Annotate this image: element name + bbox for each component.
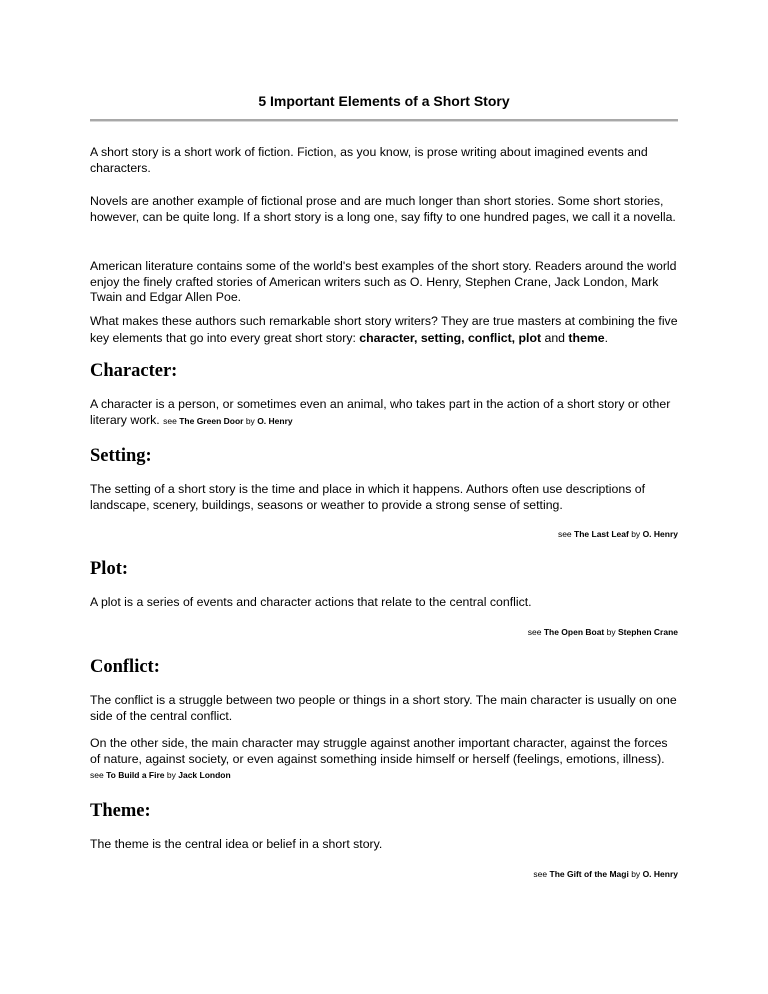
by-label: by [631,869,641,879]
character-paragraph [90,397,678,429]
reference-title: The Open Boat [543,627,605,637]
see-label: see [533,869,548,879]
reference-author: O. Henry [257,415,293,426]
reference-author: O. Henry [642,529,678,539]
reference-title: The Gift of the Magi [549,869,629,879]
element-theme: theme [568,331,605,345]
reference-author: Jack London [178,770,231,780]
conflict-paragraph-1: The conflict is a struggle between two people or things in a short story. The main character is usually on one side of the central conflict. [90,693,677,723]
reference-author: Stephen Crane [618,627,678,637]
page-title: 5 Important Elements of a Short Story [258,93,510,109]
setting-paragraph: The setting of a short story is the time and place in which it happens. Authors often use descriptions of landscape, scenery, buildings, seasons or weather to provide a strong sense of setting. [90,482,646,512]
see-label: see [527,627,542,637]
see-label: see [90,770,104,780]
setting-reference [90,529,678,539]
by-label: by [245,415,255,426]
character-heading: Character: [90,361,178,381]
theme-reference [90,869,678,879]
intro-paragraph-3: American literature contains some of the world's best examples of the short story. Readers around the world enjoy the finely crafted stories of American writers such as O. Henry, Stephen Crane, Jack London, Mark Twain and Edgar Allen Poe. [90,259,677,304]
reference-title: To Build a Fire [106,770,165,780]
elements-list: character, setting, conflict, plot [359,331,542,345]
reference-title: The Green Door [179,415,244,426]
intro-paragraph-2: Novels are another example of fictional prose and are much longer than short stories. Some short stories, however, can be quite long. If a short story is a long one, say fifty to one hundred pages, we call it a novella. [90,194,676,224]
character-text: A character is a person, or sometimes even an animal, who takes part in the action of a short story or other literary work. [90,397,671,427]
character-reference [163,416,293,426]
by-label: by [606,627,616,637]
intro-paragraph-4-start: What makes these authors such remarkable short story writers? They are true masters at combining the five key elements that go into every great short story: [90,314,678,345]
theme-heading: Theme: [90,801,151,821]
reference-author: O. Henry [642,869,678,879]
intro-paragraph-4-and: and [541,331,569,345]
title-divider [90,119,678,122]
conflict-reference [90,770,231,780]
conflict-text-2: On the other side, the main character may struggle against another important character, against the forces of nature, against society, or even against something inside himself or herself (feelings, emotions, illness). [90,736,668,766]
theme-paragraph: The theme is the central idea or belief in a short story. [90,837,383,851]
conflict-heading: Conflict: [90,657,160,677]
reference-title: The Last Leaf [574,529,629,539]
intro-paragraph-1: A short story is a short work of fiction. Fiction, as you know, is prose writing about imagined events and characters. [90,145,648,175]
see-label: see [163,415,177,426]
by-label: by [166,770,176,780]
intro-paragraph-4 [90,313,678,347]
intro-paragraph-4-end: . [604,331,609,345]
plot-paragraph: A plot is a series of events and character actions that relate to the central conflict. [90,595,532,609]
setting-heading: Setting: [90,446,152,466]
see-label: see [557,529,572,539]
plot-heading: Plot: [90,559,129,579]
plot-reference [90,627,678,637]
conflict-paragraph-2 [90,736,678,784]
by-label: by [631,529,641,539]
